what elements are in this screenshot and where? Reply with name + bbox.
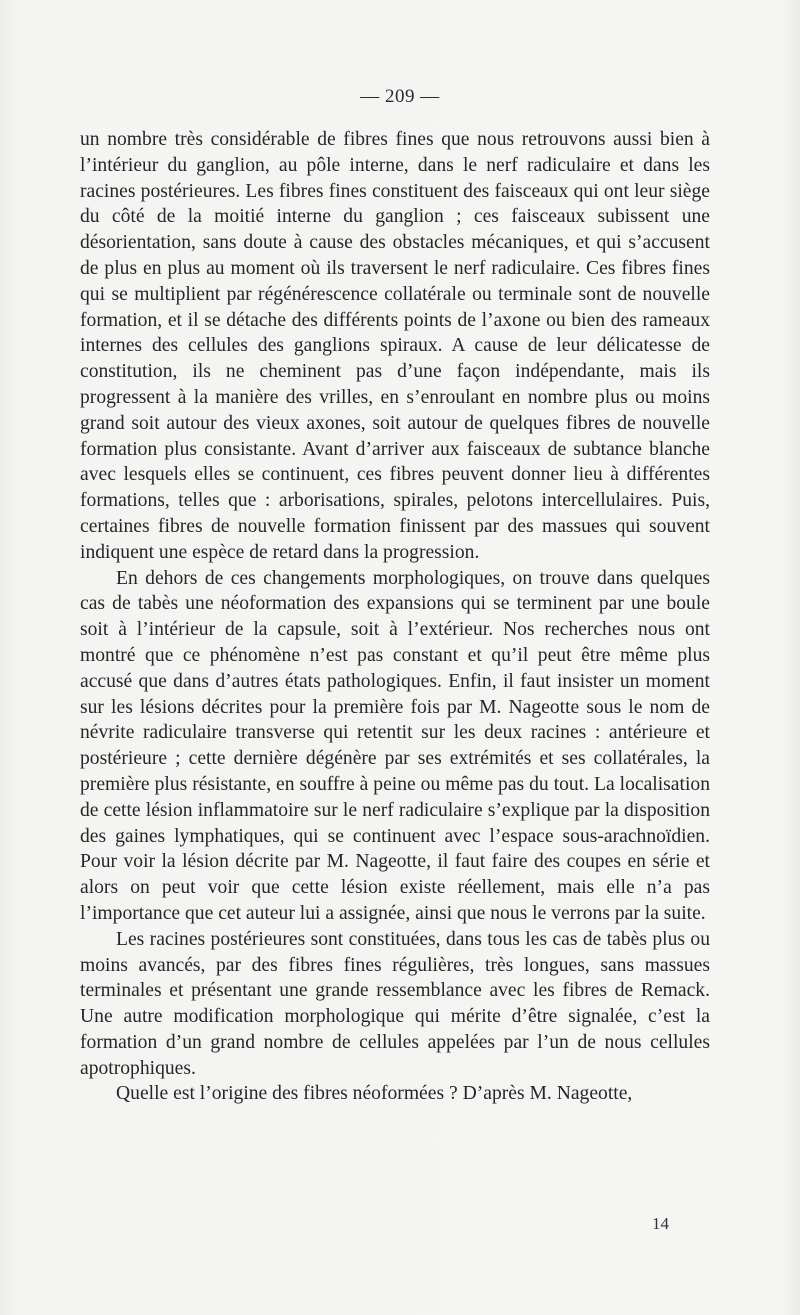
paragraph-4: Quelle est l’origine des fibres néoformées ? D’après M. Nageotte, (116, 1083, 633, 1105)
body-text (80, 127, 710, 1107)
paragraph-3: Les racines postérieures sont constituées, dans tous les cas de tabès plus ou moins avancés, par des fibres fines régulières, très longues, sans massues terminales et présentant une grande ressemblance avec les fibres de Remack. Une autre modification morphologique qui mérite d’être signalée, c’est la formation d’un grand nombre de cellules appelées par l’un de nous cellules apotrophiques. (80, 928, 710, 1079)
signature-mark: 14 (652, 1214, 669, 1233)
page-number: — 209 — (360, 86, 440, 107)
paragraph-1: un nombre très considérable de fibres fines que nous retrouvons aussi bien à l’intérieur du ganglion, au pôle interne, dans le nerf radiculaire et dans les racines postérieures. Les fibres fines constituent des faisceaux qui ont leur siège du côté de la moitié interne du ganglion ; ces faisceaux subissent une désorientation, sans doute à cause des obstacles mécaniques, et qui s’accusent de plus en plus au moment où ils traversent le nerf radiculaire. Ces fibres fines qui se multiplient par régénérescence collatérale ou terminale sont de nouvelle formation, et il se détache des différents points de l’axone ou bien des rameaux internes des cellules des ganglions spiraux. A cause de leur délicatesse de constitution, ils ne cheminent pas d’une façon indépendante, mais ils progressent à la manière des vrilles, en s’enroulant en nombre plus ou moins grand soit autour des vieux axones, soit autour de quelques fibres de nouvelle formation plus consistante. Avant d’arriver aux faisceaux de subtance blanche avec lesquels elles se continuent, ces fibres peuvent donner lieu à différentes formations, telles que : arborisations, spirales, pelotons intercellulaires. Puis, certaines fibres de nouvelle formation finissent par des massues qui souvent indiquent une espèce de retard dans la progression. (80, 129, 710, 563)
paragraph-2: En dehors de ces changements morphologiques, on trouve dans quelques cas de tabès une néoformation des expansions qui se terminent par une boule soit à l’intérieur de la capsule, soit à l’extérieur. Nos recherches nous ont montré que ce phénomène n’est pas constant et qu’il peut être même plus accusé que dans d’autres états pathologiques. Enfin, il faut insister un moment sur les lésions décrites pour la première fois par M. Nageotte sous le nom de névrite radiculaire transverse qui retentit sur les deux racines : antérieure et postérieure ; cette dernière dégénère par ses extrémités et ses collatérales, la première plus résistante, en souffre à peine ou même pas du tout. La localisation de cette lésion inflammatoire sur le nerf radiculaire s’explique par la disposition des gaines lymphatiques, qui se continuent avec l’espace sous-arachnoïdien. Pour voir la lésion décrite par M. Nageotte, il faut faire des coupes en série et alors on peut voir que cette lésion existe réellement, mais elle n’a pas l’importance que cet auteur lui a assignée, ainsi que nous le verrons par la suite. (80, 567, 710, 924)
